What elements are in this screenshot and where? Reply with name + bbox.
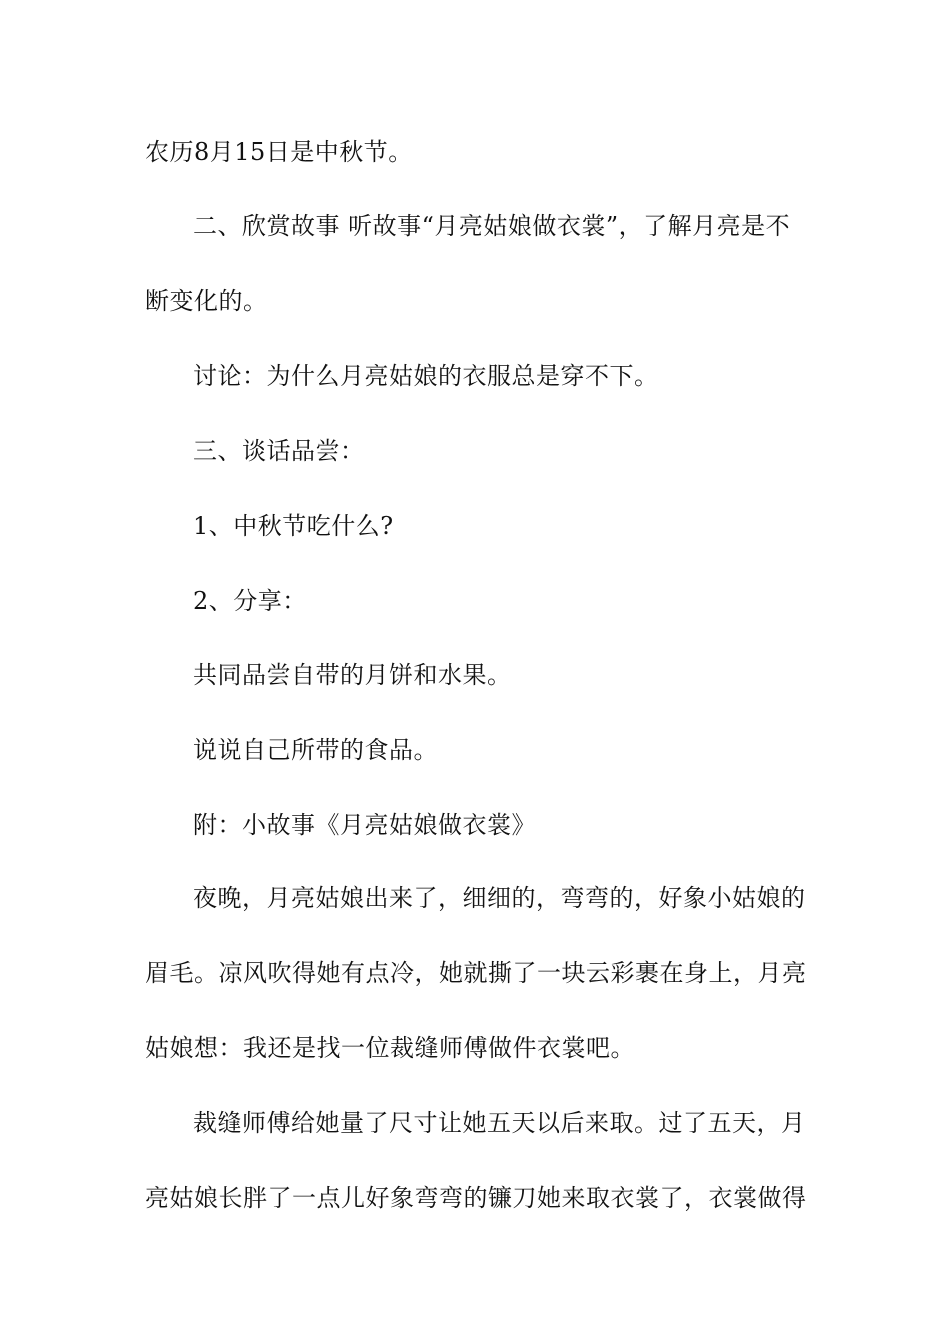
text-line: 1、中秋节吃什么? [193,512,394,540]
text-line: 讨论：为什么月亮姑娘的衣服总是穿不下。 [193,362,659,390]
text-line: 亮姑娘长胖了一点儿好象弯弯的镰刀她来取衣裳了，衣裳做得 [145,1184,807,1212]
text-line: 共同品尝自带的月饼和水果。 [193,661,512,689]
text-line: 裁缝师傅给她量了尺寸让她五天以后来取。过了五天，月 [193,1109,806,1137]
text-line: 说说自己所带的食品。 [193,736,438,764]
text-line: 三、谈话品尝： [193,437,365,465]
text-line: 夜晚，月亮姑娘出来了，细细的，弯弯的，好象小姑娘的 [193,884,806,912]
text-line: 2、分享： [193,587,307,615]
text-line: 眉毛。凉风吹得她有点冷，她就撕了一块云彩裹在身上，月亮 [145,959,807,987]
text-line: 二、欣赏故事 听故事“月亮姑娘做衣裳”，了解月亮是不 [193,212,791,240]
text-line: 农历8月15日是中秋节。 [145,138,413,166]
text-line: 姑娘想：我还是找一位裁缝师傅做件衣裳吧。 [145,1034,635,1062]
text-line: 附：小故事《月亮姑娘做衣裳》 [193,811,536,839]
text-line: 断变化的。 [145,287,268,315]
